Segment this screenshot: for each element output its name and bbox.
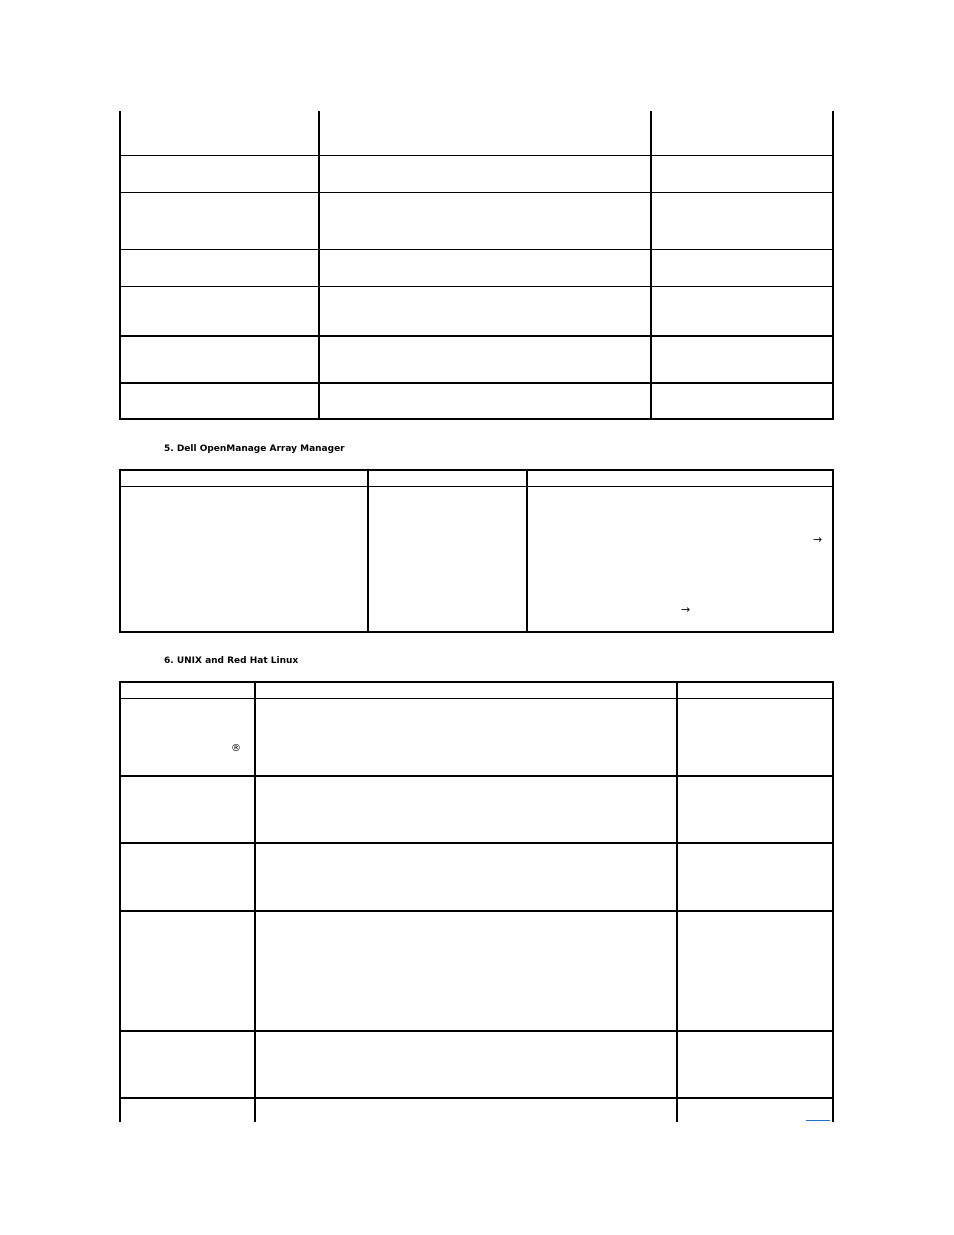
table3-row-divider	[119, 1030, 834, 1032]
table1-row-divider	[119, 286, 834, 287]
table3-row-divider	[119, 910, 834, 912]
table3-header-divider	[119, 698, 834, 699]
arrow-icon: →	[681, 603, 691, 616]
table3-border-right	[832, 681, 834, 1122]
registered-mark-icon: ®	[231, 743, 241, 754]
table2-border-right	[832, 469, 834, 633]
table1-col-divider-1	[318, 111, 320, 420]
table3-border-left	[119, 681, 121, 1122]
table3-row-divider	[119, 775, 834, 777]
table1-row-divider	[119, 192, 834, 193]
table2-border-top	[119, 469, 834, 471]
table1-row-divider	[119, 335, 834, 337]
table1-border-right	[832, 111, 834, 420]
table1-row-divider	[119, 382, 834, 384]
table2-header-divider	[119, 486, 834, 487]
table3-border-top	[119, 681, 834, 683]
table1-row-divider	[119, 249, 834, 250]
section-heading-array-manager: 5. Dell OpenManage Array Manager	[164, 444, 345, 454]
table2-col-divider-1	[367, 469, 369, 633]
arrow-icon: →	[813, 533, 823, 546]
table2-col-divider-2	[526, 469, 528, 633]
table1-border-bottom	[119, 418, 834, 420]
table2-border-left	[119, 469, 121, 633]
back-to-top-link[interactable]	[806, 1120, 830, 1121]
table1-col-divider-2	[650, 111, 652, 420]
table3-row-divider	[119, 842, 834, 844]
table3-col-divider-1	[254, 681, 256, 1122]
table1-border-left	[119, 111, 121, 420]
table3-row-divider	[119, 1097, 834, 1099]
table2-border-bottom	[119, 631, 834, 633]
section-heading-unix-linux: 6. UNIX and Red Hat Linux	[164, 656, 299, 666]
table3-col-divider-2	[676, 681, 678, 1122]
table1-row-divider	[119, 155, 834, 156]
